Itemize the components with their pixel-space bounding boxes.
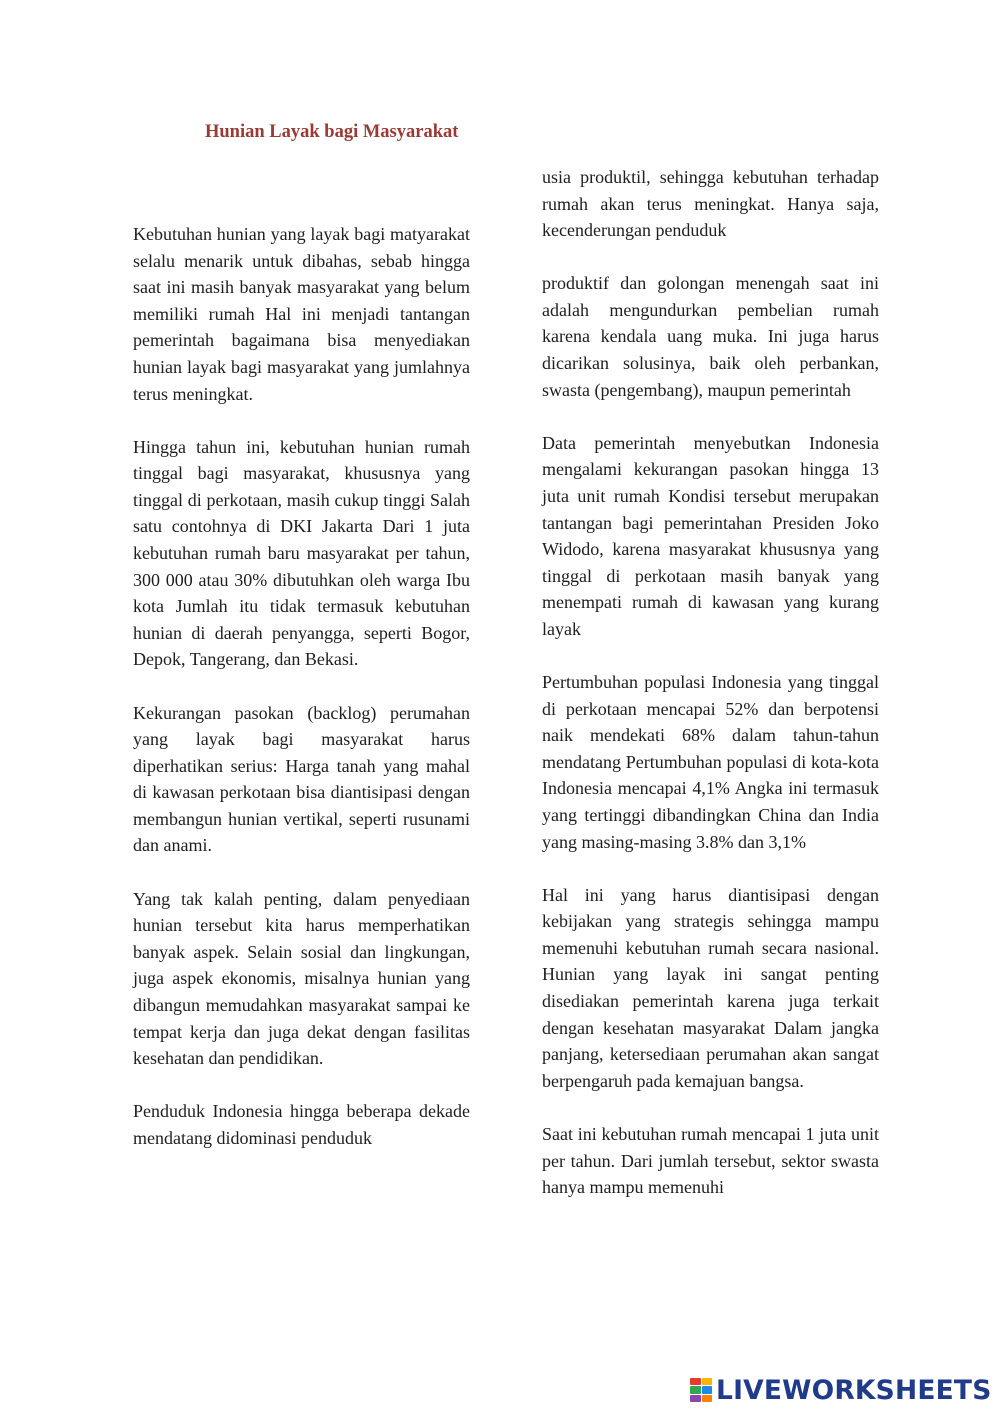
- left-column: [133, 221, 470, 1151]
- logo-square: [702, 1386, 713, 1393]
- paragraph: Kebutuhan hunian yang layak bagi matyarakat selalu menarik untuk dibahas, sebab hingga saat ini masih banyak masyarakat yang belum memiliki rumah Hal ini menjadi tantangan pemerintah bagaimana bisa menyediakan hunian layak bagi masyarakat yang jumlahnya terus meningkat.: [133, 224, 470, 404]
- paragraph: Yang tak kalah penting, dalam penyediaan hunian tersebut kita harus memperhatikan banyak aspek. Selain sosial dan lingkungan, juga aspek ekonomis, misalnya hunian yang dibangun memudahkan masyarakat sampai ke tempat kerja dan juga dekat dengan fasilitas kesehatan dan pendidikan.: [133, 888, 470, 1069]
- logo-square: [690, 1386, 701, 1393]
- paragraph: Hingga tahun ini, kebutuhan hunian rumah tinggal bagi masyarakat, khususnya yang tinggal di perkotaan, masih cukup tinggi Salah satu contohnya di DKI Jakarta Dari 1 juta kebutuhan rumah baru masyarakat per tahun, 300 000 atau 30% dibutuhkan oleh warga Ibu kota Jumlah itu tidak termasuk kebutuhan hunian di daerah penyangga, seperti Bogor, Depok, Tangerang, dan Bekasi.: [133, 436, 470, 670]
- logo-square: [690, 1378, 701, 1385]
- paragraph: Saat ini kebutuhan rumah mencapai 1 juta unit per tahun. Dari jumlah tersebut, sektor swasta hanya mampu memenuhi: [542, 1123, 879, 1198]
- liveworksheets-logo-icon: [690, 1378, 712, 1402]
- logo-square: [702, 1378, 713, 1385]
- paragraph: usia produktil, sehingga kebutuhan terhadap rumah akan terus meningkat. Hanya saja, kecenderungan penduduk: [542, 167, 879, 241]
- logo-square: [702, 1395, 713, 1402]
- paragraph: Hal ini yang harus diantisipasi dengan kebijakan yang strategis sehingga mampu memenuhi kebutuhan rumah secara nasional. Hunian yang layak ini sangat penting disediakan pemerintah karena juga terkait dengan kesehatan masyarakat Dalam jangka panjang, ketersediaan perumahan akan sangat berpengaruh pada kemajuan bangsa.: [542, 884, 879, 1091]
- paragraph: Penduduk Indonesia hingga beberapa dekade mendatang didominasi penduduk: [133, 1101, 470, 1148]
- right-column: [542, 164, 879, 1201]
- logo-text: LIVEWORKSHEETS: [716, 1374, 992, 1406]
- document-title: Hunian Layak bagi Masyarakat: [205, 122, 459, 142]
- paragraph: Data pemerintah menyebutkan Indonesia mengalami kekurangan pasokan hingga 13 juta unit rumah Kondisi tersebut merupakan tantangan bagi pemerintahan Presiden Joko Widodo, karena masyarakat khususnya yang tinggal di perkotaan masih banyak yang menempati rumah di kawasan yang kurang layak: [542, 432, 879, 639]
- paragraph: Kekurangan pasokan (backlog) perumahan yang layak bagi masyarakat harus diperhatikan serius: Harga tanah yang mahal di kawasan perkotaan bisa diantisipasi dengan membangun hunian vertikal, seperti rusunami dan anami.: [133, 702, 470, 856]
- logo-square: [690, 1395, 701, 1402]
- paragraph: produktif dan golongan menengah saat ini adalah mengundurkan pembelian rumah karena kendala uang muka. Ini juga harus dicarikan solusinya, baik oleh perbankan, swasta (pengembang), maupun pemerintah: [542, 273, 879, 400]
- liveworksheets-logo[interactable]: [690, 1375, 992, 1405]
- paragraph: Pertumbuhan populasi Indonesia yang tinggal di perkotaan mencapai 52% dan berpotensi naik mendekati 68% dalam tahun-tahun mendatang Pertumbuhan populasi di kota-kota Indonesia mencapai 4,1% Angka ini termasuk yang tertinggi dibandingkan China dan India yang masing-masing 3.8% dan 3,1%: [542, 672, 879, 852]
